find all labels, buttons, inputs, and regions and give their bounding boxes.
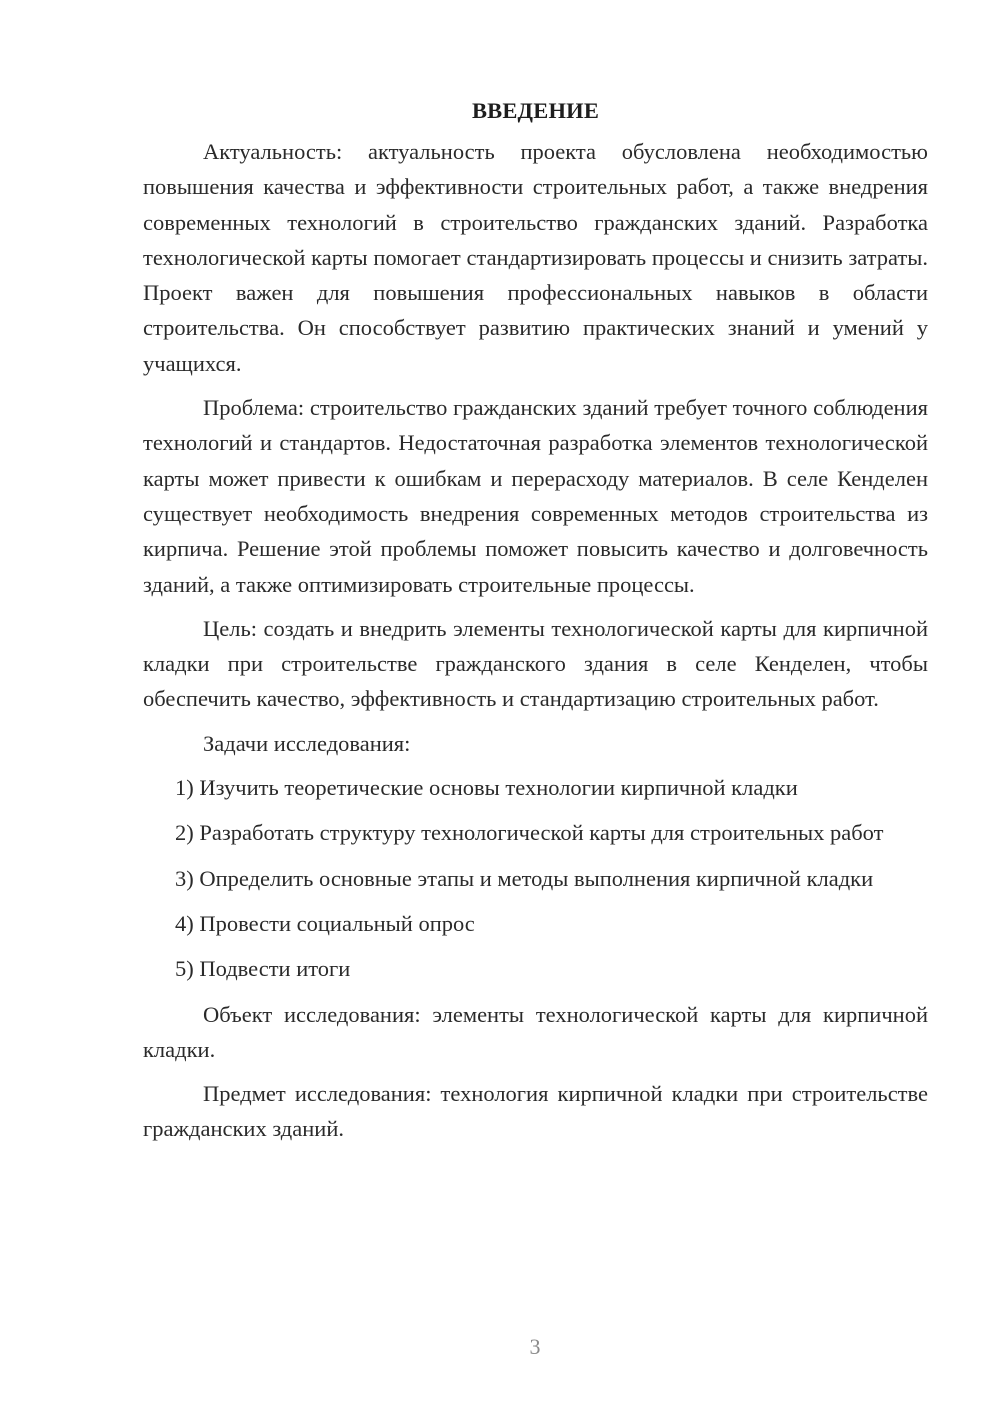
page-body xyxy=(143,96,928,1156)
paragraph-object: Объект исследования: элементы технологической карты для кирпичной кладки. xyxy=(143,1001,928,1062)
task-item-4: 4) Провести социальный опрос xyxy=(175,910,475,936)
paragraph-tasks-heading: Задачи исследования: xyxy=(203,730,411,756)
task-list xyxy=(143,770,928,986)
paragraph-relevance: Актуальность: актуальность проекта обусловлена необходимостью повышения качества и эффективности строительных работ, а также внедрения современных технологий в строительство гражданских зданий. Разработка технологической карты помогает стандартизировать процессы и снизить затраты. Проект важен для повышения профессиональных навыков в области строительства. Он способствует развитию практических знаний и умений у учащихся. xyxy=(143,139,928,376)
paragraph-problem: Проблема: строительство гражданских зданий требует точного соблюдения технологий и стандартов. Недостаточная разработка элементов технологической карты может привести к ошибкам и перерасходу материалов. В селе Кенделен существует необходимость внедрения современных методов строительства из кирпича. Решение этой проблемы поможет повысить качество и долговечность зданий, а также оптимизировать строительные процессы. xyxy=(143,395,928,597)
task-item-1: 1) Изучить теоретические основы технологии кирпичной кладки xyxy=(175,775,798,801)
paragraph-subject: Предмет исследования: технология кирпичной кладки при строительстве гражданских зданий. xyxy=(143,1081,928,1142)
page-number: 3 xyxy=(529,1334,541,1359)
task-item-3: 3) Определить основные этапы и методы выполнения кирпичной кладки xyxy=(175,865,874,891)
paragraph-goal: Цель: создать и внедрить элементы технологической карты для кирпичной кладки при строительстве гражданского здания в селе Кенделен, чтобы обеспечить качество, эффективность и стандартизацию строительных работ. xyxy=(143,615,928,712)
task-item-2: 2) Разработать структуру технологической карты для строительных работ xyxy=(175,820,884,846)
task-item-5: 5) Подвести итоги xyxy=(175,956,351,982)
page-title: ВВЕДЕНИЕ xyxy=(471,98,600,123)
